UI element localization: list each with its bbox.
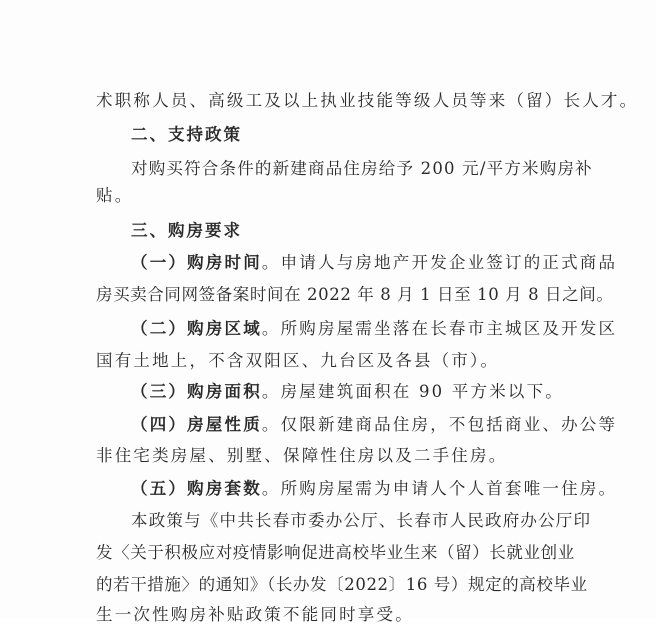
requirement-item-size xyxy=(131,381,596,403)
section-heading-purchase-requirements: 三、购房要求 xyxy=(131,221,242,240)
requirement-text: 。申请人与房地产开发企业签订的正式商品 xyxy=(261,253,618,272)
paragraph-line: 本政策与《中共长春市委办公厅、长春市人民政府办公厅印 xyxy=(131,511,592,530)
requirement-label: （三）购房面积 xyxy=(131,382,262,401)
paragraph-line: 房买卖合同网签备案时间在 2022 年 8 月 1 日至 10 月 8 日之间。 xyxy=(96,285,614,304)
paragraph-line: 生一次性购房补贴政策不能同时享受。 xyxy=(96,605,414,624)
requirement-text: 。房屋建筑面积在 90 平方米以下。 xyxy=(261,382,564,401)
requirement-text: 。所购房屋需为申请人个人首套唯一住房。 xyxy=(261,479,618,498)
requirement-label: （五）购房套数 xyxy=(131,479,262,498)
paragraph-line: 发〈关于积极应对疫情影响促进高校毕业生来（留）长就业创业 xyxy=(96,543,575,562)
paragraph-line: 非住宅类房屋、别墅、保障性住房以及二手住房。 xyxy=(96,446,508,465)
paragraph-line: 国有土地上，不含双阳区、九台区及各县（市）。 xyxy=(96,351,500,370)
requirement-item-time xyxy=(131,252,618,274)
requirement-item-count xyxy=(131,478,618,500)
requirement-label: （四）房屋性质 xyxy=(131,415,262,434)
paragraph-line: 贴。 xyxy=(96,186,134,205)
requirement-label: （二）购房区域 xyxy=(131,319,262,338)
paragraph-line: 术职称人员、高级工及以上执业技能等级人员等来（留）长人才。 xyxy=(96,91,639,110)
requirement-item-type xyxy=(131,414,618,436)
paragraph-line: 的若干措施〉的通知》（长办发〔2022〕16 号）规定的高校毕业 xyxy=(96,575,588,594)
requirement-text: 。所购房屋需坐落在长春市主城区及开发区 xyxy=(261,319,618,338)
section-heading-support-policy: 二、支持政策 xyxy=(131,125,242,144)
requirement-text: 。仅限新建商品住房，不包括商业、办公等 xyxy=(261,415,618,434)
paragraph-line: 对购买符合条件的新建商品住房给予 200 元/平方米购房补 xyxy=(131,159,593,178)
requirement-label: （一）购房时间 xyxy=(131,253,262,272)
requirement-item-area xyxy=(131,318,618,340)
